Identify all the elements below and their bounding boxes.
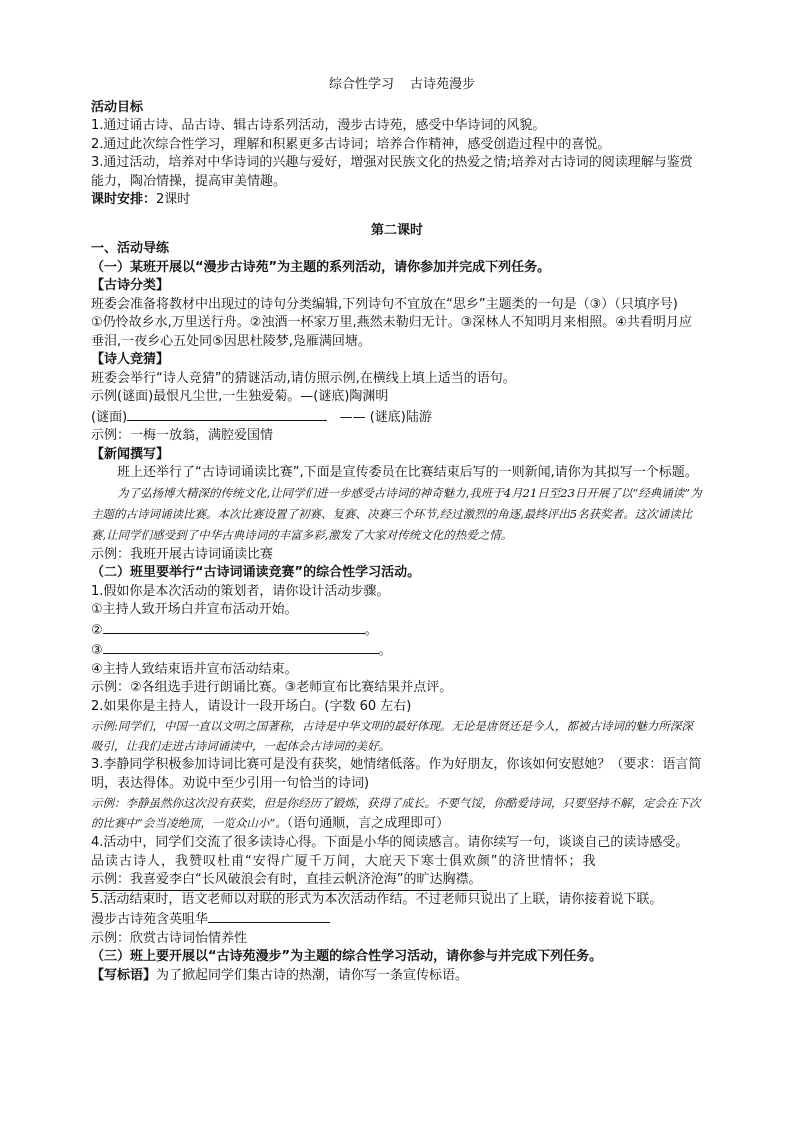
step-3-blank[interactable] bbox=[103, 640, 379, 654]
step-2-blank[interactable] bbox=[103, 620, 365, 634]
classify-question bbox=[91, 296, 703, 315]
goals-heading: 活动目标 bbox=[91, 99, 144, 115]
part1-heading: （一）某班开展以“漫步古诗苑”为主题的系列活动，请你参加并完成下列任务。 bbox=[91, 259, 551, 275]
goal-1: 1.通过诵古诗、品古诗、辑古诗系列活动，漫步古诗苑，感受中华诗词的风貌。 bbox=[91, 118, 546, 133]
guess-answer-blank[interactable] bbox=[127, 407, 327, 421]
question-4: 4.活动中，同学们交流了很多读诗心得。下面是小华的阅读感言。请你续写一句，谈谈自己的读诗感受。 bbox=[91, 835, 689, 850]
goal-2: 2.通过此次综合性学习，理解和积累更多古诗词；培养合作精神，感受创造过程中的喜悦。 bbox=[91, 136, 611, 152]
guess-example: 示例(谜面)最恨凡尘世,一生独爱菊。—(谜底)陶渊明 bbox=[91, 389, 389, 404]
part3-heading: （三）班上要开展以“古诗苑漫步”为主题的综合性学习活动，请你参与并完成下列任务。 bbox=[91, 949, 603, 964]
classify-options: ①仍怜故乡水,万里送行舟。②浊酒一杯家万里,燕然未勒归无计。③深林人不知明月来相照。④共看明月应垂泪,一夜乡心五处同⑤因思杜陵梦,凫雁满回塘。 bbox=[91, 315, 692, 349]
goal-3: 3.通过活动，培养对中华诗词的兴趣与爱好，增强对民族文化的热爱之情;培养对古诗词的阅读理解与鉴赏能力，陶冶情操，提高审美情趣。 bbox=[91, 155, 693, 189]
step-2-end: 。 bbox=[364, 622, 378, 638]
guess-question: 班委会举行“诗人竞猜”的猜谜活动,请仿照示例,在横线上填上适当的语句。 bbox=[91, 370, 516, 386]
guess-blank-line bbox=[91, 407, 703, 428]
classify-question-end: ）（只填序号) bbox=[601, 296, 678, 312]
slogan-question: 为了掀起同学们集古诗的热潮，请你写一条宣传标语。 bbox=[156, 967, 469, 983]
question-1: 1.假如你是本次活动的策划者，请你设计活动步骤。 bbox=[91, 583, 390, 599]
question-4-text: 品读古诗人，我赞叹杜甫“安得广厦千万间，大庇天下寒士俱欢颜”的济世情怀；我 bbox=[91, 853, 597, 869]
news-answer: 示例：我班开展古诗词诵读比赛 bbox=[91, 546, 274, 562]
schedule-value: 2课时 bbox=[156, 192, 191, 207]
page-title bbox=[91, 76, 703, 95]
couplet-upper: 漫步古诗苑含英咀华 bbox=[91, 912, 209, 927]
question-3: 3.李静同学积极参加诗词比赛可是没有获奖，她情绪低落。作为好朋友，你该如何安慰她？（要求：语言简明，表达得体。劝说中至少引用一句恰当的诗词) bbox=[91, 757, 702, 791]
question-5-answer: 示例：欣赏古诗词怡情养性 bbox=[91, 930, 248, 946]
question-2-answer: 示例:同学们，中国一直以文明之国著称，古诗是中华文明的最好体现。无论是唐贤还是今人，都被古诗词的魅力所深深吸引，让我们走进古诗词诵读中，一起体会古诗词的美好。 bbox=[91, 719, 693, 753]
part2-heading: （二）班里要举行“古诗词诵读竞赛”的综合性学习活动。 bbox=[91, 565, 421, 580]
guess-heading: 【诗人竞猜】 bbox=[91, 352, 170, 367]
news-heading: 【新闻撰写】 bbox=[91, 446, 170, 462]
title-left: 综合性学习 bbox=[328, 77, 394, 92]
step-3-line bbox=[91, 640, 703, 661]
document-page bbox=[91, 76, 703, 985]
classify-heading: 【古诗分类】 bbox=[91, 278, 170, 293]
question-3-answer-text: 示例：李静虽然你这次没有获奖，但是你经历了锻炼，获得了成长。不要气馁，你酷爱诗词，只要坚持不解，定会在下次的比赛中“会当凌绝顶，一览众山小”。 bbox=[91, 796, 701, 830]
classify-question-text: 班委会准备将教材中出现过的诗句分类编辑,下列诗句不宜放在“思乡”主题类的一句是（ bbox=[91, 296, 590, 312]
question-1-answer: 示例：②各组选手进行朗诵比赛。③老师宣布比赛结果并点评。 bbox=[91, 680, 453, 695]
step-2-line bbox=[91, 620, 703, 641]
schedule-label: 课时安排： bbox=[91, 192, 157, 207]
slogan-heading: 【写标语】 bbox=[91, 967, 157, 983]
guess-blank-right: —— (谜底)陆游 bbox=[339, 409, 432, 425]
question-3-answer-note: （语句通顺，言之成理即可） bbox=[286, 816, 450, 831]
classify-answer: ③ bbox=[589, 296, 602, 312]
question-4-answer: 示例：我喜爱李白“长风破浪会有时，直挂云帆济沧海”的旷达胸襟。 bbox=[91, 871, 487, 891]
section-heading: 一、活动导练 bbox=[91, 241, 170, 256]
lesson-heading: 第二课时 bbox=[370, 222, 423, 238]
news-text: 为了弘扬博大精深的传统文化,让同学们进一步感受古诗词的神奇魅力,我班于4月21日至23日开展了以“经典诵读”为主题的古诗词诵读比赛。本次比赛设置了初赛、复赛、决赛三个环节,经过激烈的角逐,最终评出5名获奖者。这次诵读比赛,让同学们感受到了中华古典诗词的丰富多彩,激发了大家对传统文化的热爱之情。 bbox=[91, 485, 702, 542]
step-4: ④主持人致结束语并宣布活动结束。 bbox=[91, 661, 298, 677]
question-5: 5.活动结束时，语文老师以对联的形式为本次活动作结。不过老师只说出了上联，请你接着说下联。 bbox=[91, 891, 663, 907]
question-3-answer bbox=[91, 793, 703, 834]
news-question: 班上还举行了“古诗词诵读比赛”,下面是宣传委员在比赛结束后写的一则新闻,请你为其拟写一个标题。 bbox=[117, 465, 698, 480]
couplet-line bbox=[91, 909, 703, 930]
step-2-label: ② bbox=[91, 622, 103, 638]
step-3-label: ③ bbox=[91, 643, 103, 658]
step-3-end: 。 bbox=[378, 643, 392, 658]
title-right: 古诗苑漫步 bbox=[410, 77, 476, 92]
couplet-lower-blank[interactable] bbox=[208, 909, 330, 923]
guess-answer: 示例：一梅一放翁，满腔爱国情 bbox=[91, 428, 274, 443]
step-1: ①主持人致开场白并宣布活动开始。 bbox=[91, 602, 298, 617]
schedule bbox=[91, 191, 703, 210]
question-2: 2.如果你是主持人，请设计一段开场白。(字数 60 左右) bbox=[91, 698, 412, 714]
slogan-line bbox=[91, 967, 703, 986]
question-4-answer-line bbox=[91, 871, 703, 891]
guess-blank-left: (谜面) bbox=[91, 409, 128, 425]
